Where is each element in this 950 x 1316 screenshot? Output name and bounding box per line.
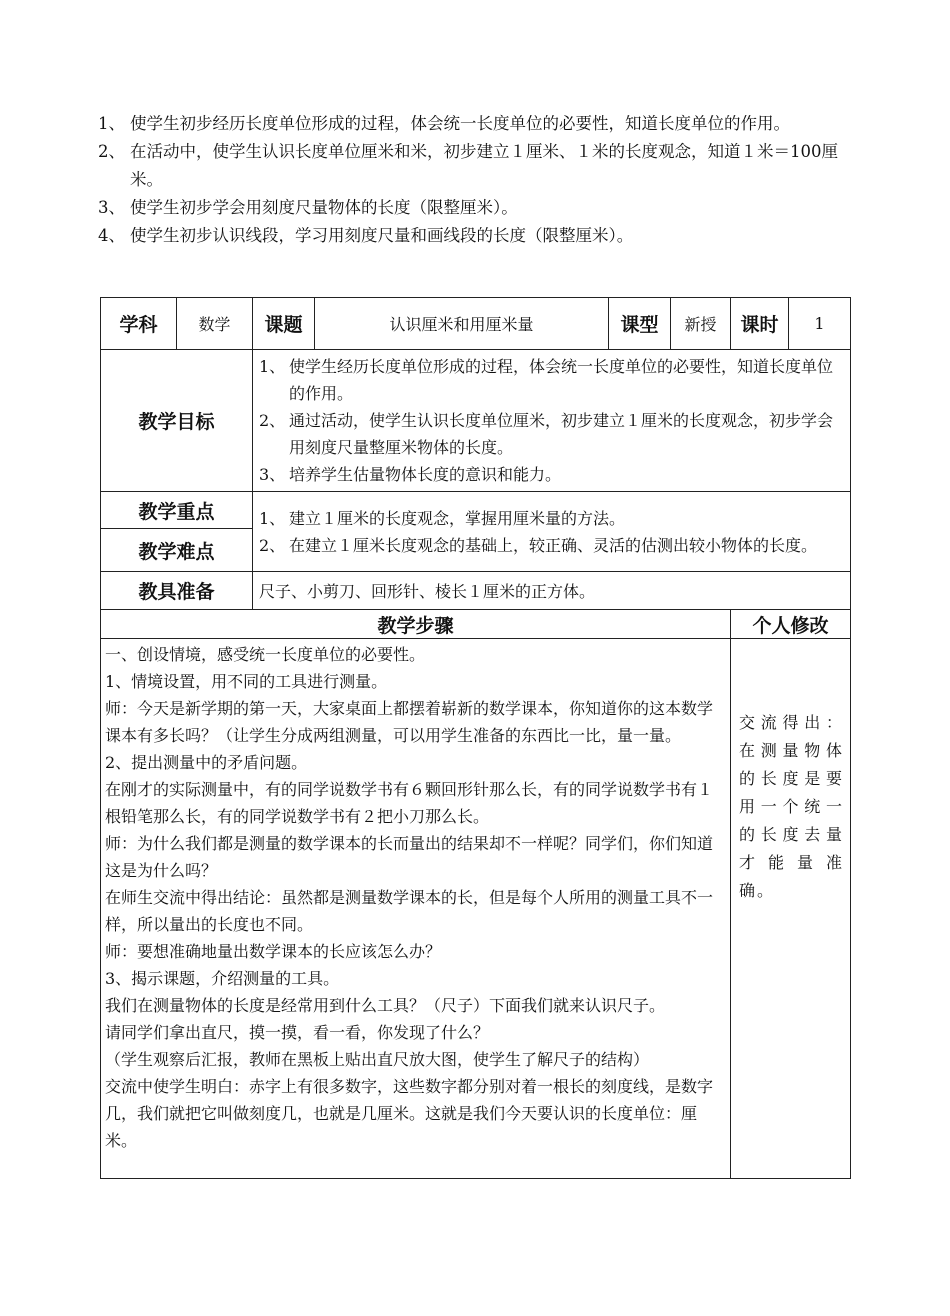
- intro-item: [98, 110, 868, 138]
- step-line: 师：为什么我们都是测量的数学课本的长而量出的结果却不一样呢？同学们，你们知道这是为什么吗？: [105, 834, 714, 880]
- step-line: 请同学们拿出直尺，摸一摸，看一看，你发现了什么？: [105, 1023, 490, 1042]
- intro-item-text: 使学生初步认识线段，学习用刻度尺量和画线段的长度（限整厘米）。: [130, 226, 634, 245]
- step-line: 一、创设情境，感受统一长度单位的必要性。: [105, 645, 426, 664]
- step-line: 1、情境设置，用不同的工具进行测量。: [105, 672, 388, 691]
- goal-text: 培养学生估量物体长度的意识和能力。: [289, 465, 562, 484]
- key-point-item: [259, 505, 842, 532]
- intro-item: [98, 194, 868, 222]
- teaching-aids-text: 尺子、小剪刀、回形针、棱长１厘米的正方体。: [253, 572, 851, 610]
- personal-notes-label: 个人修改: [731, 610, 851, 639]
- teaching-steps-content: [101, 639, 731, 1179]
- teaching-goals-label: 教学目标: [101, 350, 253, 492]
- goal-text: 通过活动，使学生认识长度单位厘米，初步建立１厘米的长度观念，初步学会用刻度尺量整厘米物体的长度。: [289, 411, 834, 457]
- key-point-number: 1、: [259, 508, 286, 528]
- key-point-item: [259, 532, 842, 559]
- step-line: 交流中使学生明白：赤字上有很多数字，这些数字都分别对着一根长的刻度线，是数字几，我们就把它叫做刻度几，也就是几厘米。这就是我们今天要认识的长度单位：厘米。: [105, 1077, 714, 1150]
- subject-value: 数学: [177, 298, 253, 350]
- lesson-type-value: 新授: [671, 298, 731, 350]
- key-point-number: 2、: [259, 535, 286, 555]
- intro-item: [98, 222, 868, 250]
- goals-row: [101, 350, 851, 492]
- personal-note-text: 交流得出：在测量物体的长度是要用一个统一的长度去量才能量准确。: [739, 713, 844, 900]
- intro-item-number: 2、: [98, 142, 125, 161]
- header-row: [101, 298, 851, 350]
- step-line: 师：今天是新学期的第一天，大家桌面上都摆着崭新的数学课本，你知道你的这本数学课本有多长吗？（让学生分成两组测量，可以用学生准备的东西比一比，量一量。: [105, 699, 714, 745]
- key-points-content: [253, 492, 851, 572]
- teaching-goals-content: [253, 350, 851, 492]
- step-line: （学生观察后汇报，教师在黑板上贴出直尺放大图，使学生了解尺子的结构）: [105, 1050, 650, 1069]
- steps-header-row: [101, 610, 851, 639]
- goal-item: [259, 353, 842, 407]
- topic-value: 认识厘米和用厘米量: [315, 298, 609, 350]
- teaching-steps-label: 教学步骤: [101, 610, 731, 639]
- topic-label: 课题: [253, 298, 315, 350]
- intro-item-number: 3、: [98, 198, 125, 217]
- class-hours-value: 1: [789, 298, 851, 350]
- goal-item: [259, 461, 842, 488]
- key-points-row: [101, 492, 851, 529]
- personal-notes-content: [731, 639, 851, 1179]
- intro-item-text: 使学生初步经历长度单位形成的过程，体会统一长度单位的必要性，知道长度单位的作用。: [130, 114, 790, 133]
- intro-item-text: 在活动中，使学生认识长度单位厘米和米，初步建立１厘米、１米的长度观念，知道１米＝100厘米。: [130, 142, 838, 189]
- class-hours-label: 课时: [731, 298, 789, 350]
- intro-objectives: [98, 110, 868, 250]
- step-line: 在刚才的实际测量中，有的同学说数学书有６颗回形针那么长，有的同学说数学书有１根铅笔那么长，有的同学说数学书有２把小刀那么长。: [105, 780, 714, 826]
- goal-number: 2、: [259, 411, 286, 430]
- key-point-text: 在建立１厘米长度观念的基础上，较正确、灵活的估测出较小物体的长度。: [289, 535, 818, 555]
- intro-item: [98, 138, 868, 194]
- key-points-label: 教学重点: [101, 492, 253, 529]
- step-line: 师：要想准确地量出数学课本的长应该怎么办？: [105, 942, 442, 961]
- intro-item-number: 4、: [98, 226, 125, 245]
- step-line: 3、揭示课题，介绍测量的工具。: [105, 969, 340, 988]
- teaching-aids-label: 教具准备: [101, 572, 253, 610]
- step-line: 2、提出测量中的矛盾问题。: [105, 753, 308, 772]
- intro-item-text: 使学生初步学会用刻度尺量物体的长度（限整厘米）。: [130, 198, 518, 217]
- steps-body-row: [101, 639, 851, 1179]
- prep-row: [101, 572, 851, 610]
- goal-number: 1、: [259, 357, 286, 376]
- difficult-points-label: 教学难点: [101, 529, 253, 572]
- intro-item-number: 1、: [98, 114, 125, 133]
- step-line: 在师生交流中得出结论：虽然都是测量数学课本的长，但是每个人所用的测量工具不一样，所以量出的长度也不同。: [105, 888, 714, 934]
- lesson-type-label: 课型: [609, 298, 671, 350]
- step-line: 我们在测量物体的长度是经常用到什么工具？（尺子）下面我们就来认识尺子。: [105, 996, 666, 1015]
- goal-number: 3、: [259, 465, 286, 484]
- goal-text: 使学生经历长度单位形成的过程，体会统一长度单位的必要性，知道长度单位的作用。: [289, 357, 834, 403]
- lesson-plan-table: [100, 297, 851, 1179]
- subject-label: 学科: [101, 298, 177, 350]
- goal-item: [259, 407, 842, 461]
- key-point-text: 建立１厘米的长度观念，掌握用厘米量的方法。: [289, 508, 626, 528]
